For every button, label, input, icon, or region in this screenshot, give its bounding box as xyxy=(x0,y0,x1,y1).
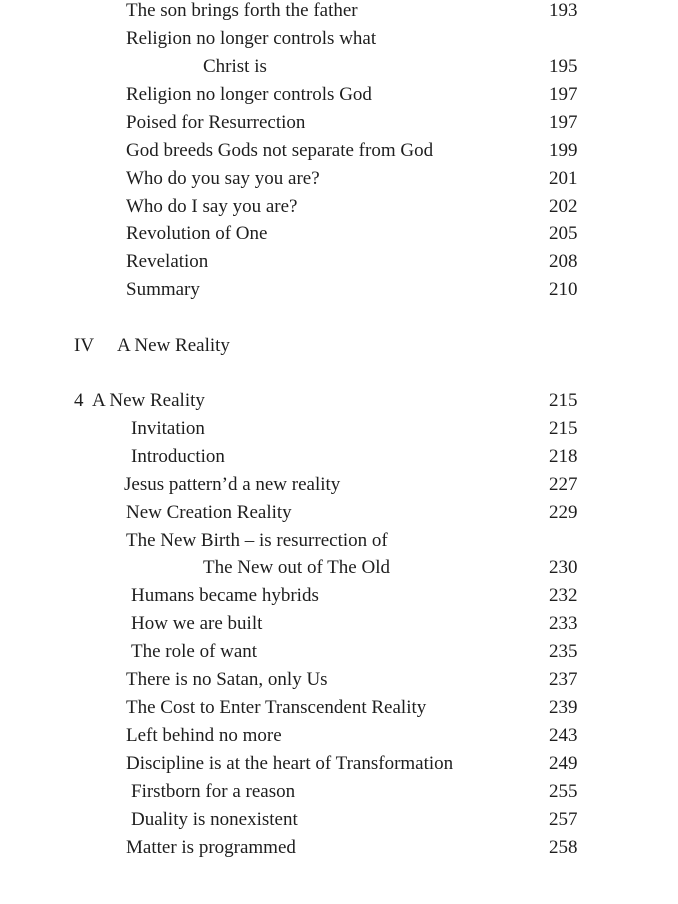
toc-entry-title: The role of want xyxy=(131,641,258,662)
toc-entry xyxy=(0,137,678,165)
toc-entry-page: 215 xyxy=(549,418,578,439)
toc-entry xyxy=(0,248,678,276)
toc-entry xyxy=(0,81,678,109)
part-numeral: IV xyxy=(74,335,95,356)
toc-entry xyxy=(0,443,678,471)
toc-entry xyxy=(0,750,678,778)
toc-entry-title: The Cost to Enter Transcendent Reality xyxy=(126,697,427,718)
toc-entry-page: 193 xyxy=(549,0,578,21)
toc-entry-page: 210 xyxy=(549,279,578,300)
toc-entry xyxy=(0,193,678,221)
part-heading xyxy=(0,332,678,360)
toc-entry-title: Duality is nonexistent xyxy=(131,809,298,830)
toc-entry-title: The New Birth – is resurrection of xyxy=(126,530,388,551)
toc-entry-page: 255 xyxy=(549,781,578,802)
toc-entry xyxy=(0,666,678,694)
part-title: A New Reality xyxy=(117,335,230,356)
toc-entry-page: 197 xyxy=(549,84,578,105)
toc-entry-title: Discipline is at the heart of Transformation xyxy=(126,753,454,774)
toc-entry-title: Poised for Resurrection xyxy=(126,112,306,133)
toc-entry-page: 232 xyxy=(549,585,578,606)
toc-entry-title: Jesus pattern’d a new reality xyxy=(124,474,341,495)
toc-entry-title: There is no Satan, only Us xyxy=(126,669,328,690)
toc-entry xyxy=(0,499,678,527)
toc-entry-title: Religion no longer controls God xyxy=(126,84,372,105)
toc-entry xyxy=(0,778,678,806)
toc-entry-title: Summary xyxy=(126,279,200,300)
toc-entry xyxy=(0,25,678,53)
toc-entry-page: 243 xyxy=(549,725,578,746)
toc-entry-title: Humans became hybrids xyxy=(131,585,319,606)
toc-entry-title: Christ is xyxy=(203,56,267,77)
toc-entry-page: 249 xyxy=(549,753,578,774)
toc-entry xyxy=(0,109,678,137)
toc-entry xyxy=(0,610,678,638)
toc-entry-page: 199 xyxy=(549,140,578,161)
toc-entry xyxy=(0,722,678,750)
chapter-heading xyxy=(0,387,678,415)
toc-entry-title: Matter is programmed xyxy=(126,837,296,858)
toc-entry-page: 257 xyxy=(549,809,578,830)
toc-entry xyxy=(0,53,678,81)
toc-entry-title: Revolution of One xyxy=(126,223,268,244)
toc-entry-page: 233 xyxy=(549,613,578,634)
toc-entry-page: 197 xyxy=(549,112,578,133)
toc-entry xyxy=(0,0,678,25)
toc-entry-page: 230 xyxy=(549,557,578,578)
toc-entry-title: Religion no longer controls what xyxy=(126,28,377,49)
toc-entry-title: New Creation Reality xyxy=(126,502,292,523)
toc-entry xyxy=(0,834,678,862)
toc-entry-page: 218 xyxy=(549,446,578,467)
toc-entry-page: 201 xyxy=(549,168,578,189)
toc-entry-page: 208 xyxy=(549,251,578,272)
toc-entry-title: Firstborn for a reason xyxy=(131,781,296,802)
toc-entry xyxy=(0,471,678,499)
toc-entry xyxy=(0,165,678,193)
toc-entry xyxy=(0,276,678,304)
toc-entry-title: Revelation xyxy=(126,251,209,272)
toc-entry-title: Who do you say you are? xyxy=(126,168,320,189)
toc-entry-page: 258 xyxy=(549,837,578,858)
toc-entry xyxy=(0,220,678,248)
toc-entry xyxy=(0,582,678,610)
toc-entry-title: How we are built xyxy=(131,613,263,634)
toc-entry xyxy=(0,415,678,443)
toc-entry-title: Left behind no more xyxy=(126,725,282,746)
toc-entry xyxy=(0,554,678,582)
toc-entry-page: 237 xyxy=(549,669,578,690)
toc-entry-page: 235 xyxy=(549,641,578,662)
toc-entry-page: 239 xyxy=(549,697,578,718)
toc-entry-title: Who do I say you are? xyxy=(126,196,298,217)
chapter-page: 215 xyxy=(549,390,578,411)
toc-entry-title: God breeds Gods not separate from God xyxy=(126,140,434,161)
toc-entry xyxy=(0,638,678,666)
toc-entry-title: The son brings forth the father xyxy=(126,0,358,21)
toc-entry-page: 202 xyxy=(549,196,578,217)
toc-entry-page: 227 xyxy=(549,474,578,495)
toc-entry-title: Invitation xyxy=(131,418,205,439)
chapter-title: 4 A New Reality xyxy=(74,390,205,411)
toc-entry-title: The New out of The Old xyxy=(203,557,390,578)
toc-entry-page: 205 xyxy=(549,223,578,244)
toc-entry xyxy=(0,527,678,555)
toc-entry-title: Introduction xyxy=(131,446,225,467)
toc-entry-page: 229 xyxy=(549,502,578,523)
toc-entry xyxy=(0,806,678,834)
toc-entry-page: 195 xyxy=(549,56,578,77)
toc-entry xyxy=(0,694,678,722)
